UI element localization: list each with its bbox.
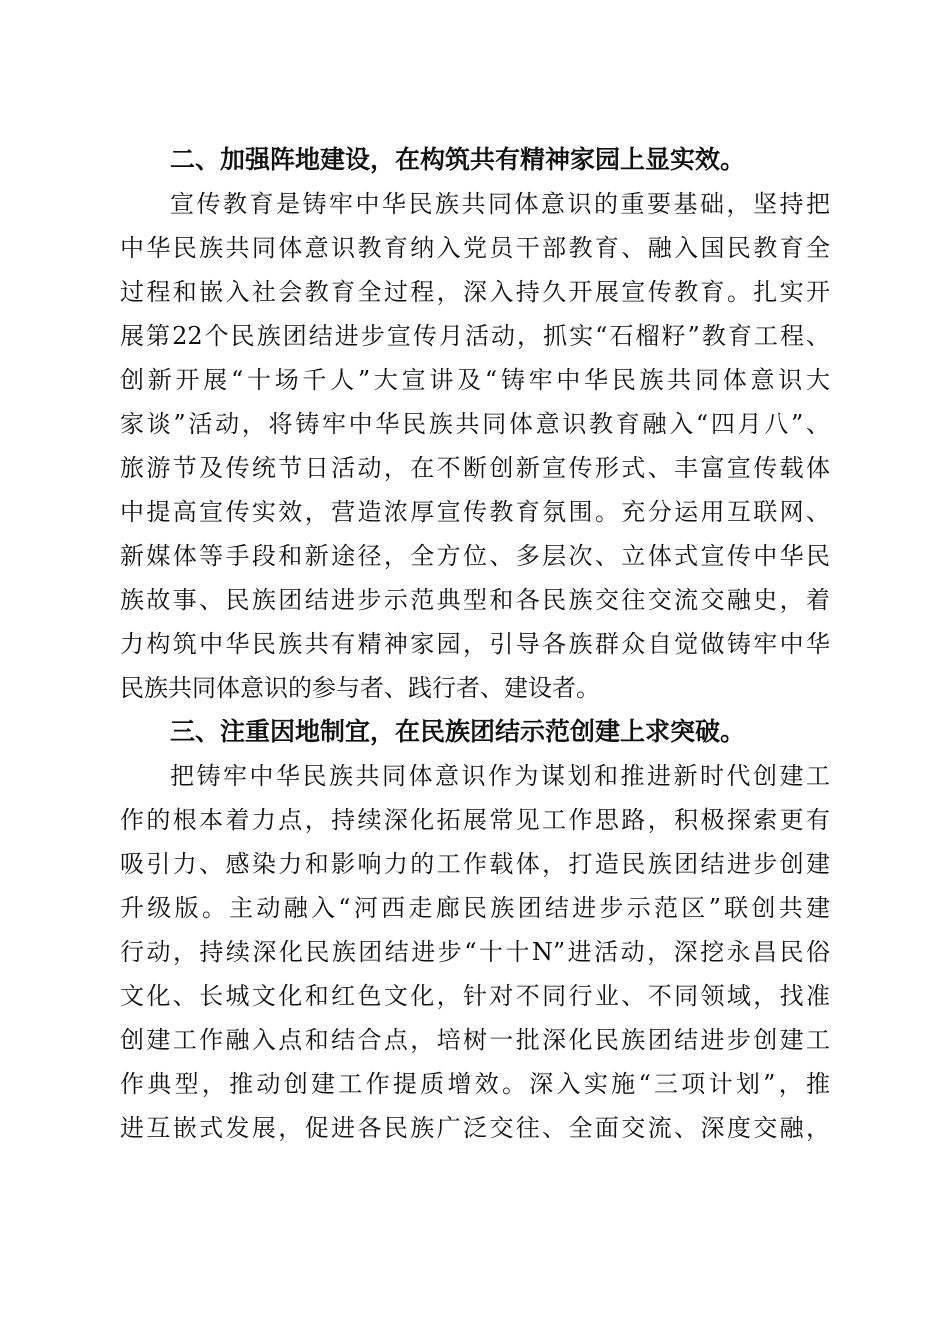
section-3-heading: 三、注重因地制宜，在民族团结示范创建上求突破。: [170, 717, 746, 746]
section-2-heading: 二、加强阵地建设，在构筑共有精神家园上显实效。: [170, 145, 746, 174]
section-2-line: 民族共同体意识的参与者、践行者、建设者。: [120, 674, 600, 702]
section-2-line: 旅游节及传统节日活动，在不断创新宣传形式、丰富宣传载体: [120, 454, 830, 482]
section-2-line: 创新开展“十场千人”大宣讲及“铸牢中华民族共同体意识大: [120, 366, 830, 394]
section-3-line: 作典型，推动创建工作提质增效。深入实施“三项计划”，推: [120, 1070, 830, 1098]
document-body: [120, 138, 830, 1150]
section-2-line: 宣传教育是铸牢中华民族共同体意识的重要基础，坚持把: [170, 190, 830, 218]
section-3-line: 作的根本着力点，持续深化拓展常见工作思路，积极探索更有: [120, 806, 830, 834]
section-2-line: 力构筑中华民族共有精神家园，引导各族群众自觉做铸牢中华: [120, 630, 830, 658]
section-2-line: 展第22个民族团结进步宣传月活动，抓实“石榴籽”教育工程、: [120, 322, 830, 350]
section-3-line: 进互嵌式发展，促进各民族广泛交往、全面交流、深度交融，: [120, 1114, 830, 1142]
section-3-line: 文化、长城文化和红色文化，针对不同行业、不同领域，找准: [120, 982, 830, 1010]
section-3-line: 升级版。主动融入“河西走廊民族团结进步示范区”联创共建: [120, 894, 830, 922]
section-2-line: 新媒体等手段和新途径，全方位、多层次、立体式宣传中华民: [120, 542, 830, 570]
section-3-line: 吸引力、感染力和影响力的工作载体，打造民族团结进步创建: [120, 850, 830, 878]
section-3-line: 创建工作融入点和结合点，培树一批深化民族团结进步创建工: [120, 1026, 830, 1054]
section-2-line: 中华民族共同体意识教育纳入党员干部教育、融入国民教育全: [120, 234, 830, 262]
section-3-line: 把铸牢中华民族共同体意识作为谋划和推进新时代创建工: [170, 762, 830, 790]
section-2-line: 家谈”活动，将铸牢中华民族共同体意识教育融入“四月八”、: [120, 410, 830, 438]
section-2-line: 中提高宣传实效，营造浓厚宣传教育氛围。充分运用互联网、: [120, 498, 830, 526]
section-3-line: 行动，持续深化民族团结进步“十十N”进活动，深挖永昌民俗: [120, 938, 830, 966]
section-2-line: 过程和嵌入社会教育全过程，深入持久开展宣传教育。扎实开: [120, 278, 830, 306]
section-2-line: 族故事、民族团结进步示范典型和各民族交往交流交融史，着: [120, 586, 830, 614]
